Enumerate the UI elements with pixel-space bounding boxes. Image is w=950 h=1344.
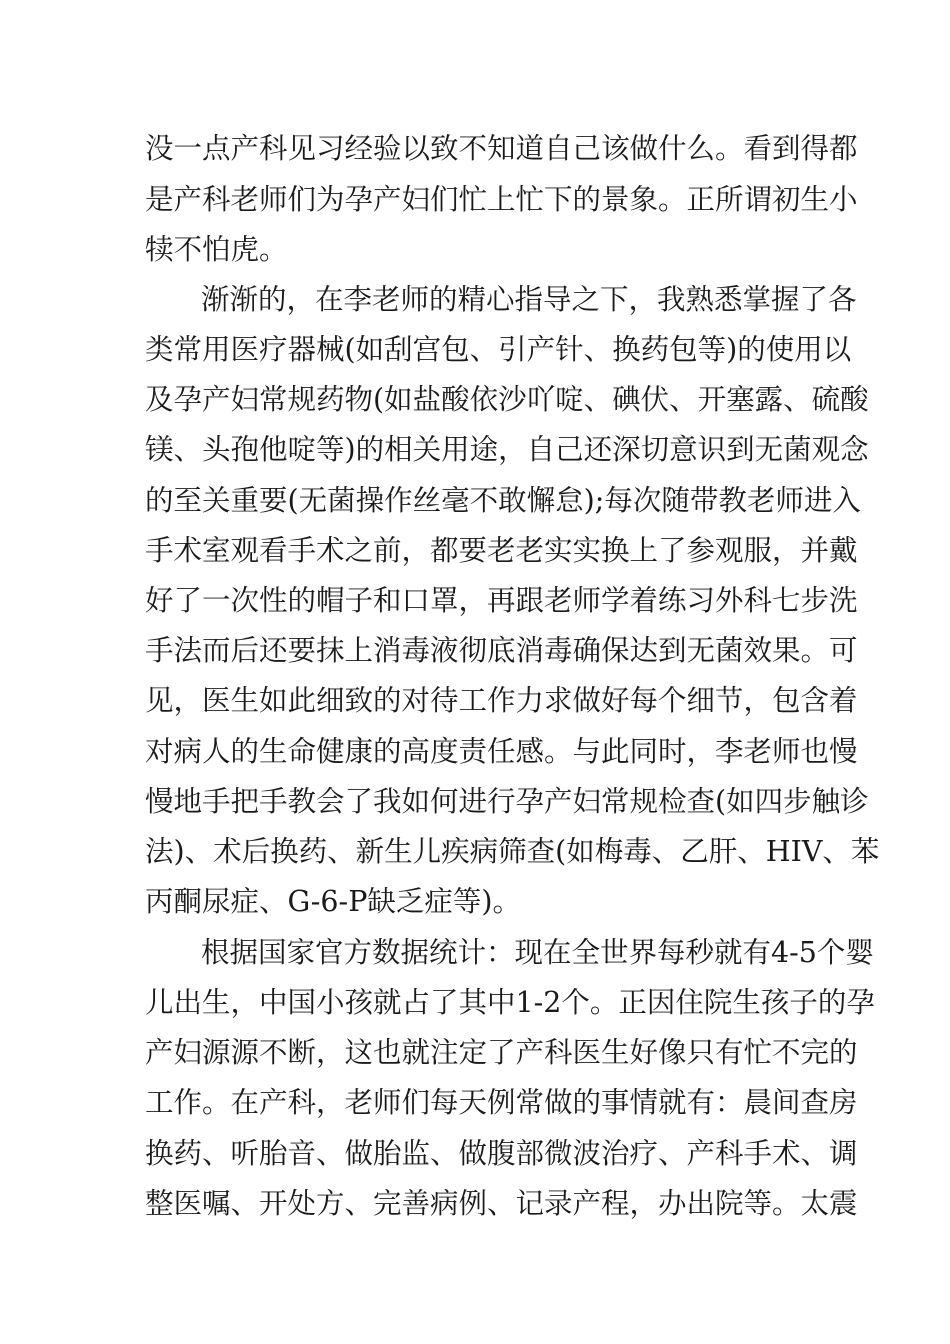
text-line: 工作。在产科，老师们每天例常做的事情就有：晨间查房 [145, 1086, 858, 1119]
text-line: 儿出生，中国小孩就占了其中1-2个。正因住院生孩子的孕 [145, 986, 875, 1019]
text-line: 丙酮尿症、G-6-P缺乏症等)。 [145, 885, 521, 918]
text-line: 类常用医疗器械(如刮宫包、引产针、换药包等)的使用以 [145, 333, 852, 366]
text-line: 手法而后还要抹上消毒液彻底消毒确保达到无菌效果。可 [145, 634, 858, 667]
text-line: 的至关重要(无菌操作丝毫不敢懈怠);每次随带教老师进入 [145, 484, 861, 517]
text-line: 镁、头孢他啶等)的相关用途，自己还深切意识到无菌观念 [145, 433, 869, 466]
text-line: 慢地手把手教会了我如何进行孕产妇常规检查(如四步触诊 [145, 785, 869, 818]
text-line: 见，医生如此细致的对待工作力求做好每个细节，包含着 [145, 684, 858, 717]
text-line: 是产科老师们为孕产妇们忙上忙下的景象。正所谓初生小 [145, 183, 858, 216]
text-line: 法)、术后换药、新生儿疾病筛查(如梅毒、乙肝、HIV、苯 [145, 835, 880, 868]
text-line: 好了一次性的帽子和口罩，再跟老师学着练习外科七步洗 [145, 584, 858, 617]
text-line: 换药、听胎音、做胎监、做腹部微波治疗、产科手术、调 [145, 1137, 858, 1170]
text-line: 手术室观看手术之前，都要老老实实换上了参观服，并戴 [145, 534, 858, 567]
text-line: 犊不怕虎。 [145, 233, 288, 266]
text-line: 对病人的生命健康的高度责任感。与此同时，李老师也慢 [145, 735, 858, 768]
text-line: 及孕产妇常规药物(如盐酸依沙吖啶、碘伏、开塞露、硫酸 [145, 383, 869, 416]
text-line: 没一点产科见习经验以致不知道自己该做什么。看到得都 [145, 132, 858, 165]
text-line: 整医嘱、开处方、完善病例、记录产程，办出院等。太震 [145, 1187, 858, 1220]
text-line: 产妇源源不断，这也就注定了产科医生好像只有忙不完的 [145, 1036, 858, 1069]
text-line: 根据国家官方数据统计：现在全世界每秒就有4-5个婴 [201, 936, 874, 969]
text-line: 渐渐的，在李老师的精心指导之下，我熟悉掌握了各 [201, 283, 857, 316]
